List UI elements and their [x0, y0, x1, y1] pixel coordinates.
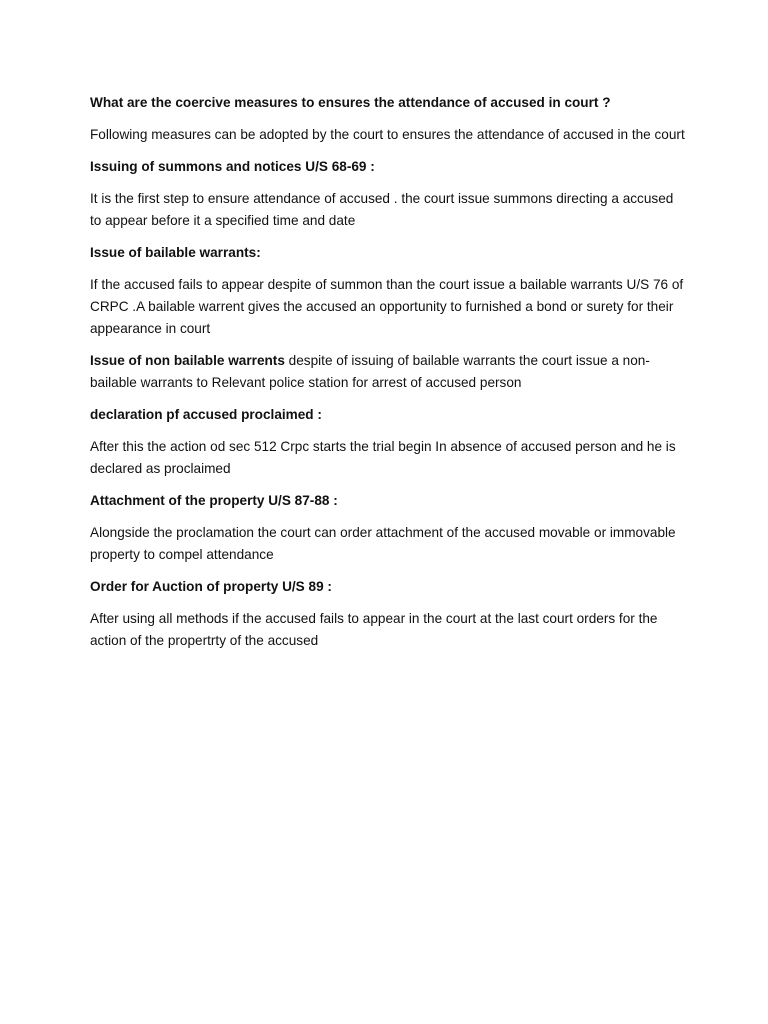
section-body-bailable-warrants: If the accused fails to appear despite of summon than the court issue a bailable warrants U/S 76 of CRPC .A bailable warrent gives the accused an opportunity to furnished a bond or surety for their appearance in court [90, 277, 684, 336]
section-body-non-bailable-warrants: despite of issuing of bailable warrants the court issue a non- bailable warrants to Relevant police station for arrest of accused person [90, 353, 650, 390]
intro-paragraph: Following measures can be adopted by the court to ensures the attendance of accused in the court [90, 127, 685, 142]
section-heading-non-bailable-warrants: Issue of non bailable warrents [90, 353, 285, 368]
section-body-attachment: Alongside the proclamation the court can order attachment of the accused movable or immovable property to compel attendance [90, 525, 676, 562]
question-heading: What are the coercive measures to ensures the attendance of accused in court ? [90, 95, 611, 110]
section-heading-proclamation: declaration pf accused proclaimed : [90, 407, 322, 422]
section-body-auction: After using all methods if the accused fails to appear in the court at the last court orders for the action of the propertrty of the accused [90, 611, 658, 648]
section-heading-auction: Order for Auction of property U/S 89 : [90, 579, 332, 594]
section-heading-attachment: Attachment of the property U/S 87-88 : [90, 493, 338, 508]
section-heading-summons: Issuing of summons and notices U/S 68-69 : [90, 159, 375, 174]
document-page [90, 92, 686, 662]
section-body-summons: It is the first step to ensure attendance of accused . the court issue summons directing a accused to appear before it a specified time and date [90, 191, 674, 228]
section-heading-bailable-warrants: Issue of bailable warrants: [90, 245, 261, 260]
section-body-proclamation: After this the action od sec 512 Crpc starts the trial begin In absence of accused person and he is declared as proclaimed [90, 439, 676, 476]
section-paragraph-non-bailable-warrants [90, 350, 686, 394]
